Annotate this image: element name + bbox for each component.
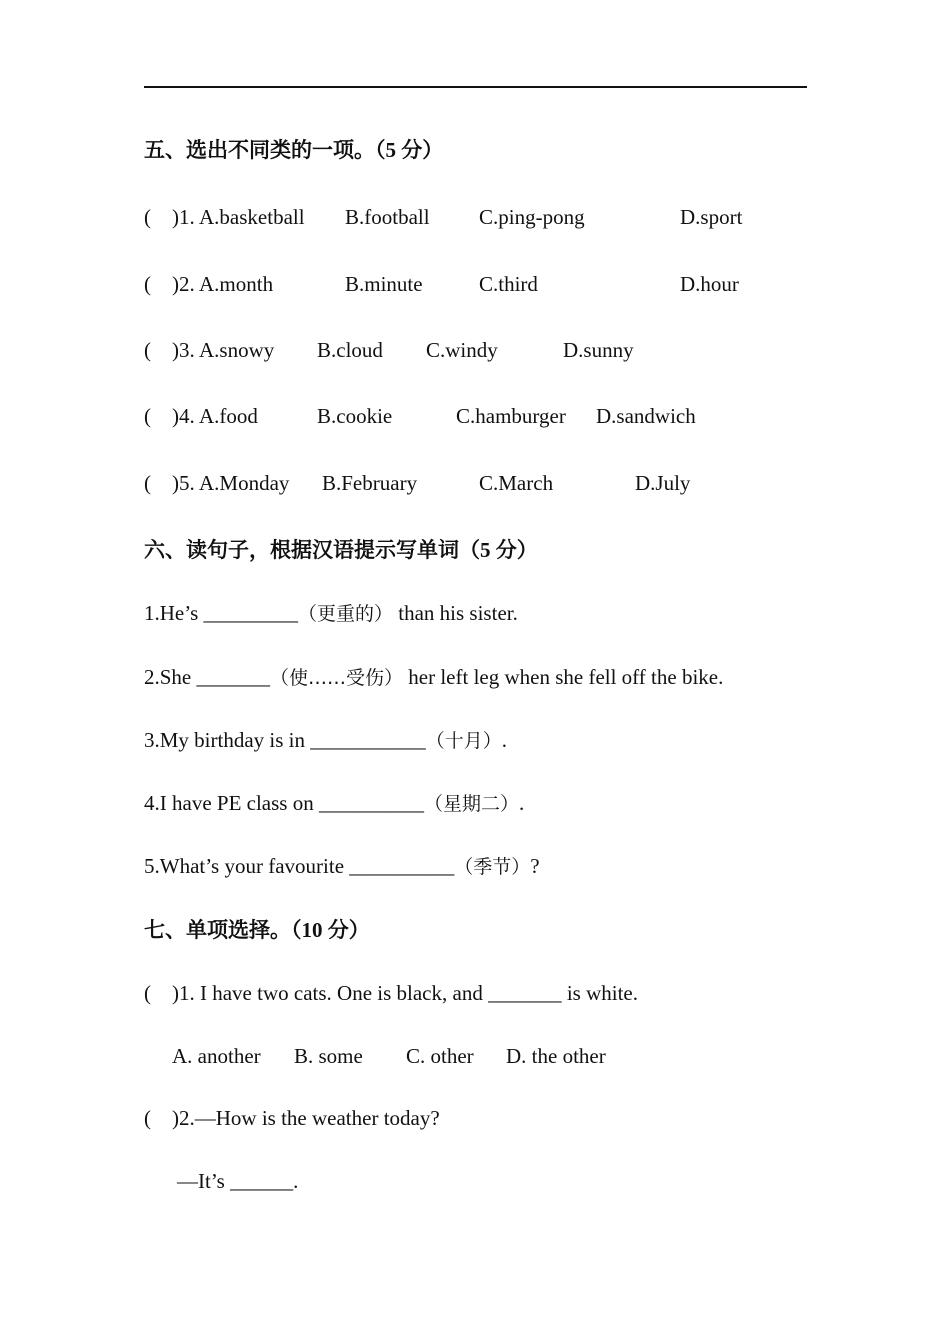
sentence-end: than his sister.: [393, 601, 518, 625]
s6-q4: [144, 790, 524, 817]
fill-blank[interactable]: __________: [318, 791, 424, 815]
sentence-start: 4.I have PE class on: [144, 791, 319, 815]
fill-blank[interactable]: _________: [203, 601, 298, 625]
option-d: D.sunny: [563, 338, 634, 362]
sentence-end: ?: [530, 854, 540, 878]
chinese-hint: （季节）: [454, 856, 531, 878]
question-number: )1.: [172, 205, 195, 229]
s6-q5: [144, 853, 540, 880]
answer-paren[interactable]: (: [144, 338, 151, 362]
question-number: )2.: [172, 272, 195, 296]
chinese-hint: （使……受伤）: [270, 667, 404, 689]
option-c: C.hamburger: [456, 404, 566, 428]
option-d: D.sport: [680, 205, 743, 229]
fill-blank[interactable]: ___________: [310, 728, 426, 752]
option-a: A.basketball: [199, 205, 305, 229]
option-b: B.cookie: [317, 404, 393, 428]
sentence-end: .: [501, 728, 508, 752]
question-stem: )1. I have two cats. One is black, and _______ is white.: [172, 981, 638, 1005]
answer-paren[interactable]: (: [144, 471, 151, 495]
option-a: A.Monday: [199, 471, 290, 495]
option-d: D.hour: [680, 272, 739, 296]
answer-paren[interactable]: (: [144, 1106, 151, 1130]
top-rule: [144, 86, 807, 88]
option-b: B.football: [345, 205, 430, 229]
option-d: D. the other: [506, 1044, 606, 1068]
question-number: )4.: [172, 404, 195, 428]
option-c: C.windy: [426, 338, 498, 362]
answer-paren[interactable]: (: [144, 272, 151, 296]
chinese-hint: （星期二）: [423, 793, 519, 815]
answer-paren[interactable]: (: [144, 205, 151, 229]
option-a: A.food: [199, 404, 258, 428]
s7-q2-answer-line[interactable]: —It’s ______.: [177, 1169, 299, 1193]
section5-heading: 五、选出不同类的一项。（5 分）: [144, 138, 444, 162]
option-b: B.February: [322, 471, 418, 495]
option-c: C. other: [406, 1044, 474, 1068]
fill-blank[interactable]: _______: [196, 665, 270, 689]
chinese-hint: （十月）: [425, 730, 502, 752]
fill-blank[interactable]: __________: [349, 854, 455, 878]
sentence-start: 3.My birthday is in: [144, 728, 311, 752]
answer-paren[interactable]: (: [144, 404, 151, 428]
option-b: B.minute: [345, 272, 423, 296]
question-number: )3.: [172, 338, 195, 362]
sentence-end: her left leg when she fell off the bike.: [403, 665, 724, 689]
option-d: D.July: [635, 471, 691, 495]
s6-q2: [144, 664, 723, 691]
chinese-hint: （更重的）: [298, 603, 394, 625]
question-number: )5.: [172, 471, 195, 495]
sentence-start: 2.She: [144, 665, 197, 689]
sentence-start: 1.He’s: [144, 601, 204, 625]
option-b: B. some: [294, 1044, 363, 1068]
option-c: C.March: [479, 471, 554, 495]
section7-heading: 七、单项选择。（10 分）: [144, 918, 370, 942]
question-stem: )2.—How is the weather today?: [172, 1106, 440, 1130]
s6-q3: [144, 727, 507, 754]
option-c: C.third: [479, 272, 538, 296]
sentence-end: .: [518, 791, 525, 815]
answer-paren[interactable]: (: [144, 981, 151, 1005]
option-b: B.cloud: [317, 338, 383, 362]
option-a: A.snowy: [199, 338, 275, 362]
section6-heading: 六、读句子，根据汉语提示写单词（5 分）: [144, 538, 538, 562]
sentence-start: 5.What’s your favourite: [144, 854, 350, 878]
option-d: D.sandwich: [596, 404, 696, 428]
s6-q1: [144, 600, 518, 627]
option-c: C.ping-pong: [479, 205, 585, 229]
option-a: A. another: [172, 1044, 261, 1068]
option-a: A.month: [199, 272, 274, 296]
